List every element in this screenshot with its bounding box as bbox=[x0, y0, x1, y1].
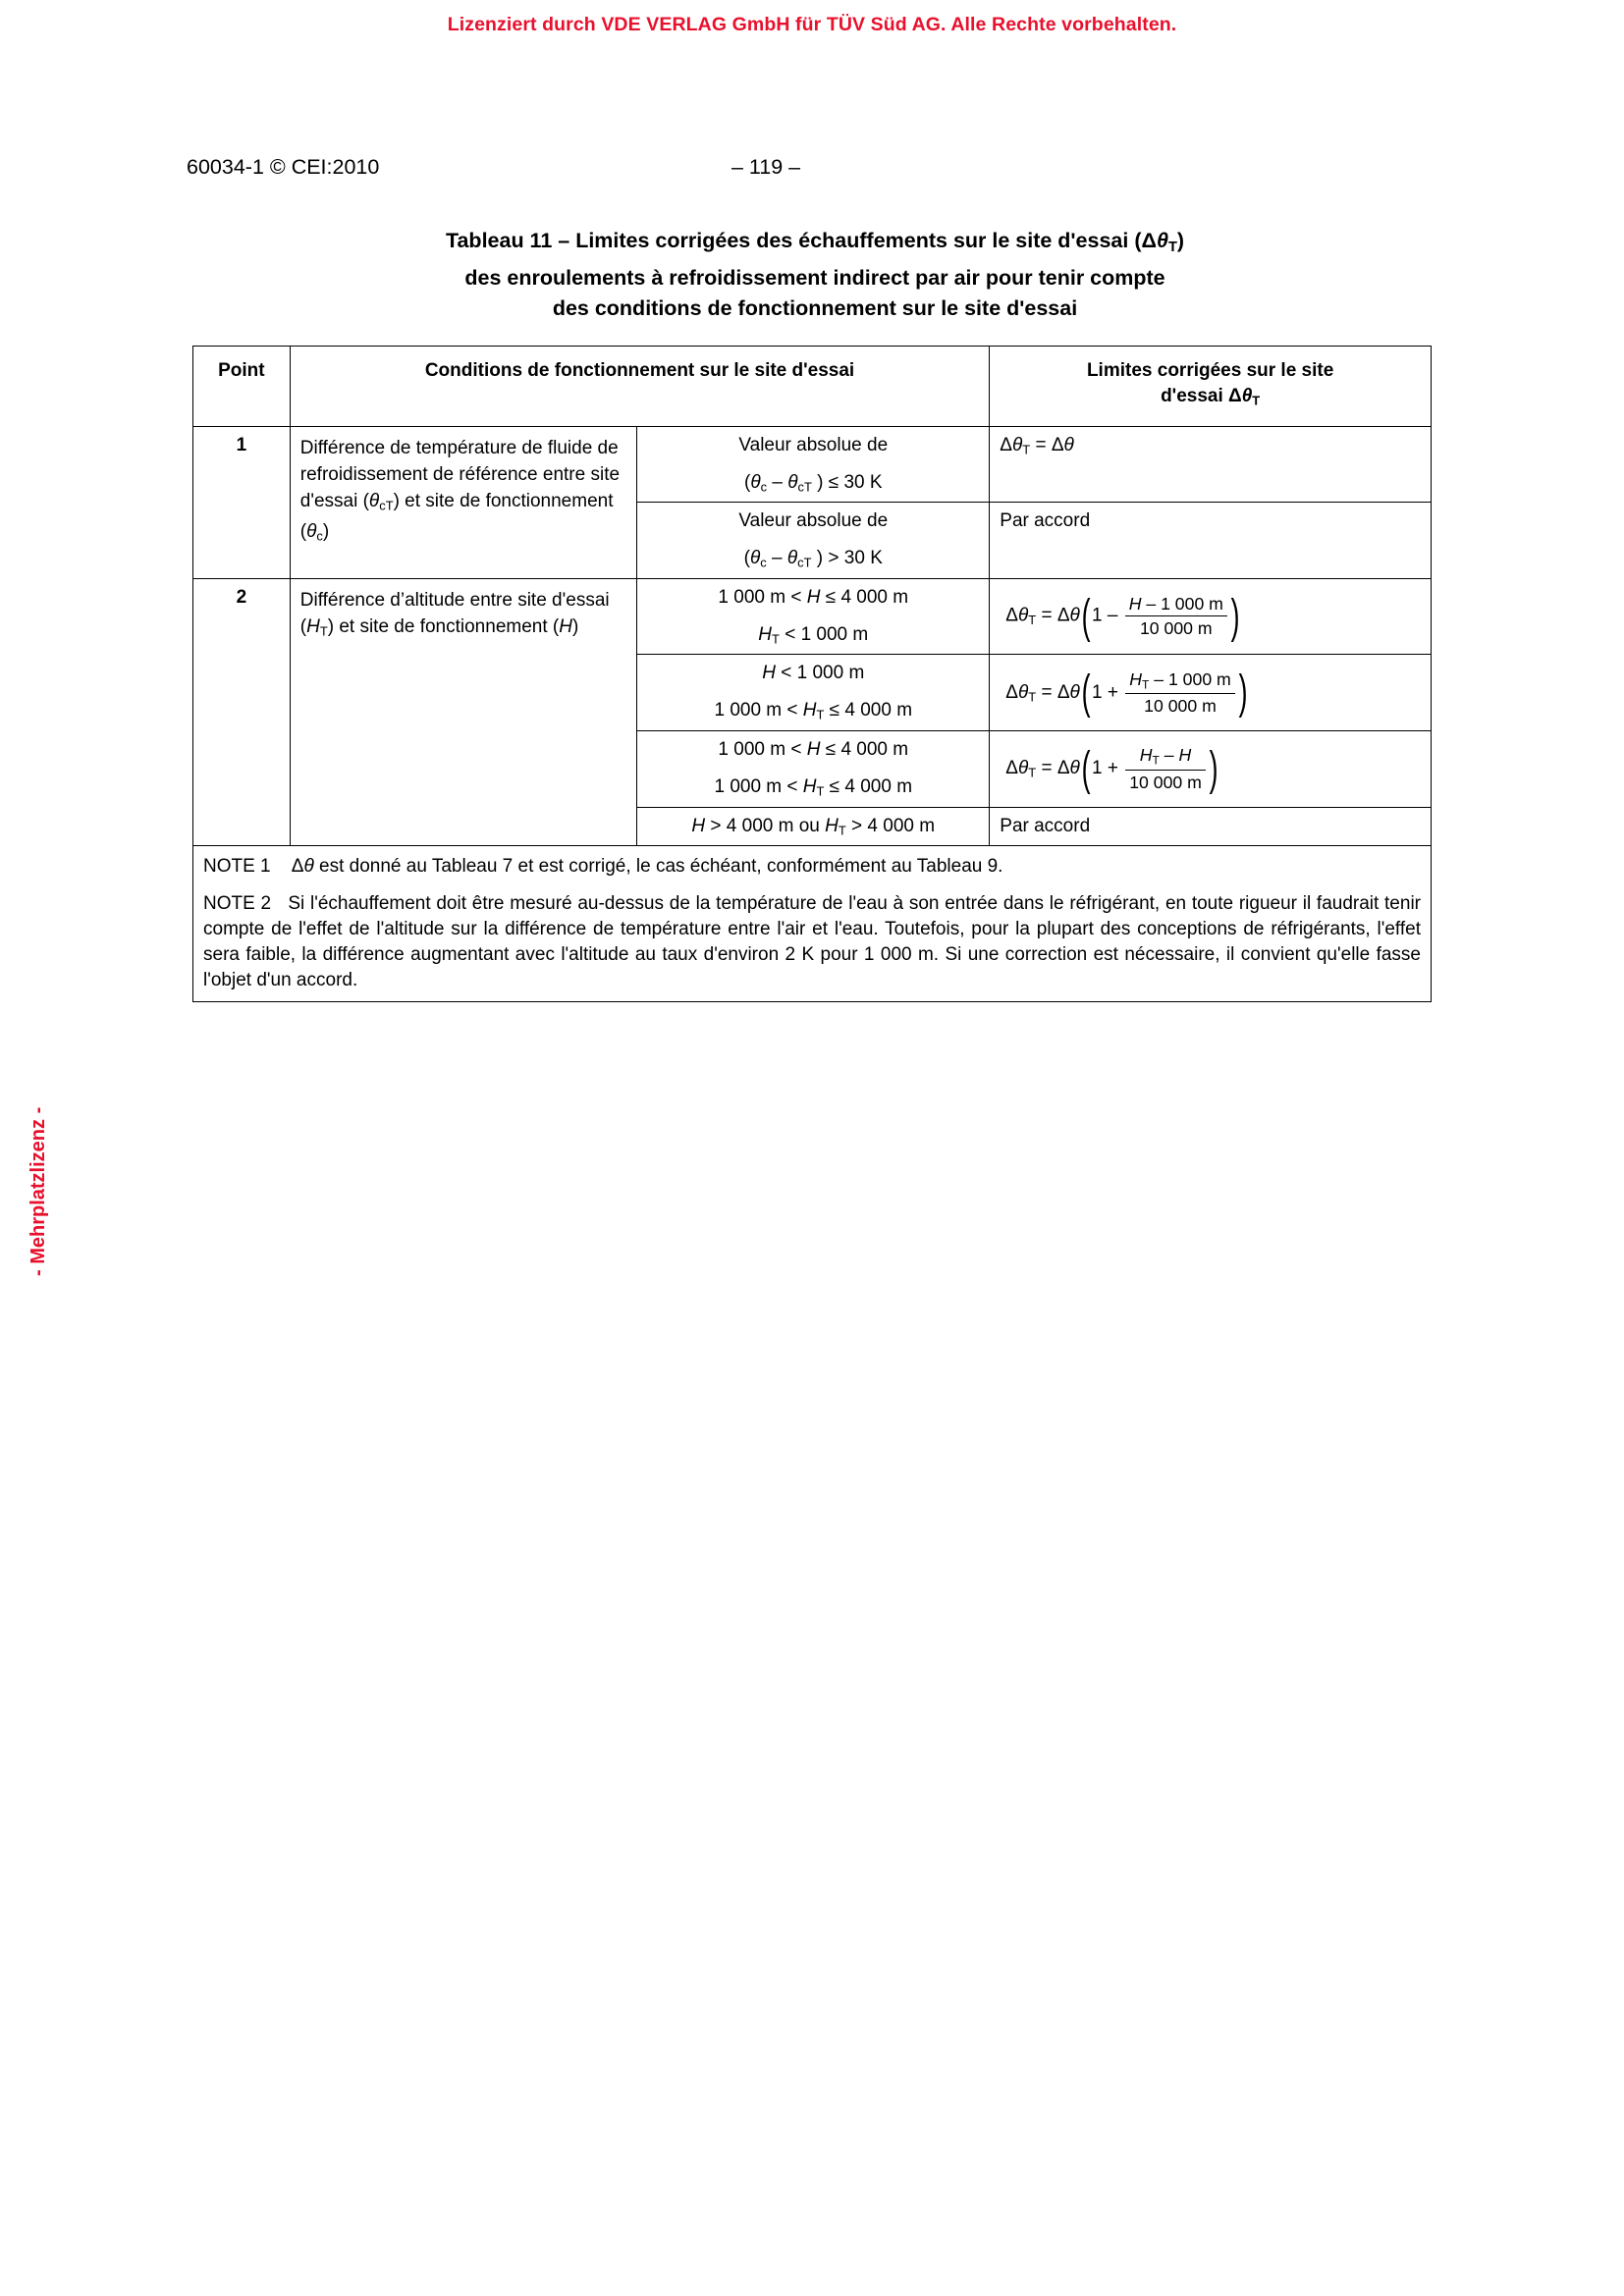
row-value-4 bbox=[637, 655, 990, 731]
table-notes-row bbox=[193, 846, 1432, 1002]
row-value-1 bbox=[637, 426, 990, 503]
row-limit-3 bbox=[990, 578, 1432, 655]
row-value-line-2: 1 000 $m < H_T \le 4$ 000 m bbox=[714, 776, 913, 799]
side-license-label: - Mehrplatzlizenz - bbox=[27, 1106, 49, 1276]
header-limits-line-2: d'essai $\Delta\theta_T$ bbox=[1161, 386, 1261, 408]
table-row bbox=[193, 578, 1432, 655]
row-value-line-2: $H_T < 1$ 000 m bbox=[758, 623, 869, 647]
table-row bbox=[193, 426, 1432, 503]
formula-2: $\Delta\theta_T = \Delta\theta(1$ + $\frac{H_T - 1 000 m}{10 000 m}$ ) bbox=[1005, 666, 1248, 720]
row-value-2 bbox=[637, 503, 990, 579]
header-conditions: Conditions de fonctionnement sur le site d'essai bbox=[290, 347, 990, 427]
row-limit-1: $\Delta\theta_T = \Delta\theta$ bbox=[990, 426, 1432, 503]
row-point-1: 1 bbox=[193, 426, 291, 578]
formula-3: $\Delta\theta_T = \Delta\theta(1$ + $\frac{H_T - H}{10 000 m}$ ) bbox=[1005, 741, 1218, 795]
row-condition-2: Différence d’altitude entre site d'essai $(H_T)$ et site de fonctionnement (H) bbox=[290, 578, 637, 845]
row-value-label-1: Valeur absolue de bbox=[738, 434, 889, 455]
table-header-row bbox=[193, 347, 1432, 427]
page-number: – 119 – bbox=[731, 155, 801, 179]
corrected-limits-table bbox=[192, 346, 1432, 1002]
row-condition-1: Différence de température de fluide de refroidissement de référence entre site d'essai $(\theta_{cT})$ et site de fonctionnement $(\theta_c)$ bbox=[290, 426, 637, 578]
row-value-label-2: Valeur absolue de bbox=[738, 510, 889, 532]
row-value-line-2: 1 000 $m < H_T \le 4$ 000 m bbox=[714, 700, 913, 723]
note-2-text: Si l'échauffement doit être mesuré au-dessus de la température de l'eau à son entrée dans le réfrigérant, en toute rigueur il faudrait tenir compte de l'effet de l'altitude sur la différence de température entre l'air et l'eau. Toutefois, pour la plupart des conceptions de réfrigérants, l'effet sera faible, la différence augmentant avec l'altitude au taux d'environ 2 K pour 1 000 m. Si une correction est nécessaire, il convient qu'elle fasse l'objet d'un accord. bbox=[203, 893, 1421, 991]
formula-1: $\Delta\theta_T = \Delta\theta(1$ – $\frac{H - 1 000 m}{10 000 m}$ ) bbox=[1005, 589, 1240, 643]
standard-identifier: 60034-1 © CEI:2010 bbox=[187, 155, 380, 179]
note-1: NOTE 1 Δθ est donné au Tableau 7 et est corrigé, le cas échéant, conformément au Tableau 9. bbox=[203, 856, 1003, 878]
row-value-line-1: 1 000 m < H ≤ 4 000 m bbox=[718, 739, 909, 761]
table-title-line-1: Tableau 11 – Limites corrigées des échauffements sur le site d'essai $(\Delta\theta_T)$ bbox=[445, 229, 1185, 256]
row-limit-5 bbox=[990, 731, 1432, 808]
row-limit-6: Par accord bbox=[990, 807, 1432, 846]
note-2-label: NOTE 2 bbox=[203, 893, 272, 915]
header-limits bbox=[990, 347, 1432, 427]
row-value-expr-2: ($\theta_c - \theta_{cT}$ ) > 30 K bbox=[743, 548, 883, 570]
header-limits-line-1: Limites corrigées sur le site bbox=[1086, 360, 1334, 381]
license-banner: Lizenziert durch VDE VERLAG GmbH für TÜV Süd AG. Alle Rechte vorbehalten. bbox=[447, 14, 1177, 35]
table-notes bbox=[193, 846, 1432, 1002]
row-value-line-1: H < 1 000 m bbox=[762, 663, 865, 684]
note-2 bbox=[203, 891, 1421, 993]
row-value-expr-1: ($\theta_c - \theta_{cT}$ ) ≤ 30 K bbox=[743, 471, 883, 495]
row-value-6: H > 4 000 m ou $H_T > 4$ 000 m bbox=[637, 807, 990, 846]
row-value-5 bbox=[637, 731, 990, 808]
row-point-2: 2 bbox=[193, 578, 291, 845]
table-title-line-2: des enroulements à refroidissement indirect par air pour tenir compte bbox=[464, 266, 1165, 291]
row-limit-4 bbox=[990, 655, 1432, 731]
table-title bbox=[196, 226, 1434, 324]
row-limit-2: Par accord bbox=[990, 503, 1432, 579]
note-1-label: NOTE 1 bbox=[203, 856, 271, 878]
table-title-line-3: des conditions de fonctionnement sur le site d'essai bbox=[552, 296, 1078, 321]
row-value-line-1: 1 000 m < H ≤ 4 000 m bbox=[718, 586, 909, 608]
row-value-3 bbox=[637, 578, 990, 655]
header-point: Point bbox=[193, 347, 291, 427]
